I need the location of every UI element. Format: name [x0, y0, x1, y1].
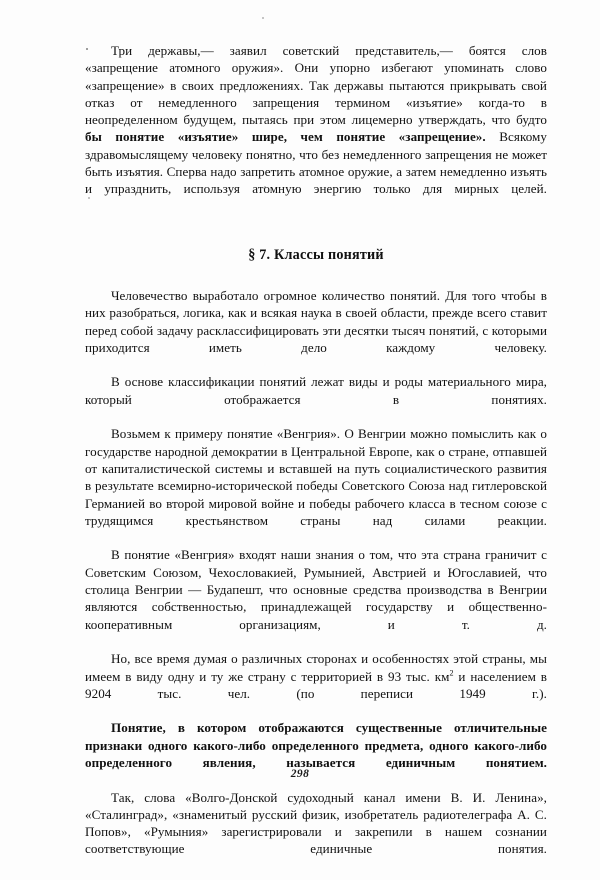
superscript-square: 2	[449, 668, 454, 678]
paragraph-1: Человечество выработало огромное количество понятий. Для того чтобы в них разобраться, логика, как и всякая наука в своей области, прежде всего ставит перед собой задачу расклассифицировать эти десятки тысяч понятий, с которыми приходится иметь дело каждому человеку.	[85, 287, 547, 355]
paragraph-intro	[85, 42, 547, 215]
paragraph-6: Так, слова «Волго-Донской судоходный канал имени В. И. Ленина», «Сталинград», «знаменитый русский физик, изобретатель радиотелеграфа А. С. Попов», «Румыния» зарегистрировали и закрепили в нашем сознании соответствующие единичные понятия.	[85, 789, 547, 857]
spacer-above-heading	[85, 215, 547, 245]
paragraph-intro-emphasis: бы понятие «изъятие» шире, чем понятие «запрещение».	[85, 129, 486, 145]
paragraph-5	[85, 650, 547, 719]
section-heading: § 7. Классы понятий	[248, 246, 384, 263]
paragraph-5-text-b: и населением в 9204 тыс. чел. (по переписи 1949 г.).	[85, 668, 547, 701]
paragraph-intro-text-b: Всякому здравомыслящему человеку понятно, что без немедленного запрещения не может быть изъятия. Сперва надо запретить атомное оружие, а затем немедленно изъять и упразднить, используя атомную энергию только для мирных целей.	[85, 129, 547, 197]
page-number: 298	[290, 768, 310, 780]
paragraph-5-text-a: Но, все время думая о различных сторонах и особенностях этой страны, мы имеем в виду одну и ту же страну с территорией в 93 тыс. км	[85, 651, 547, 684]
spacer-below-heading	[85, 265, 547, 287]
paragraph-3: Возьмем к примеру понятие «Венгрия». О Венгрии можно помыслить как о государстве народной демократии в Центральной Европе, как о стране, отпавшей от капиталистической системы и вставшей на путь социалистического развития в результате всемирно-исторической победы Советского Союза над гитлеровской Германией во второй мировой войне и победы рабочего класса в тесном союзе с трудящимся крестьянством страны над силами реакции.	[85, 426, 547, 528]
ink-speck	[262, 17, 264, 19]
paragraph-intro-text-a: Три державы,— заявил советский представитель,— боятся слов «запрещение атомного оружия». Они упорно избегают упоминать слово «запрещение» в своих предложениях. Так державы пытаются прикрывать свой отказ от немедленного запрещения термином «изъятие» когда-то в неопределенном будущем, пытаясь при этом лицемерно утверждать, что будто	[85, 43, 547, 128]
paragraph-2: В основе классификации понятий лежат виды и роды материального мира, который отображается в понятиях.	[85, 374, 547, 407]
page-text-column	[85, 42, 547, 875]
paragraph-4: В понятие «Венгрия» входят наши знания о том, что эта страна граничит с Советским Союзом, Чехословакией, Румынией, Австрией и Югославией, что столица Венгрии — Будапешт, что основные средства производства в Венгрии являются собственностью, принадлежащей государству и общественно-кооперативным организациям, и т. д.	[85, 547, 547, 632]
paragraph-definition: Понятие, в котором отображаются существенные отличительные признаки одного какого-либо определенного предмета, одного какого-либо определенного явления, называется единичным понятием.	[85, 720, 547, 770]
